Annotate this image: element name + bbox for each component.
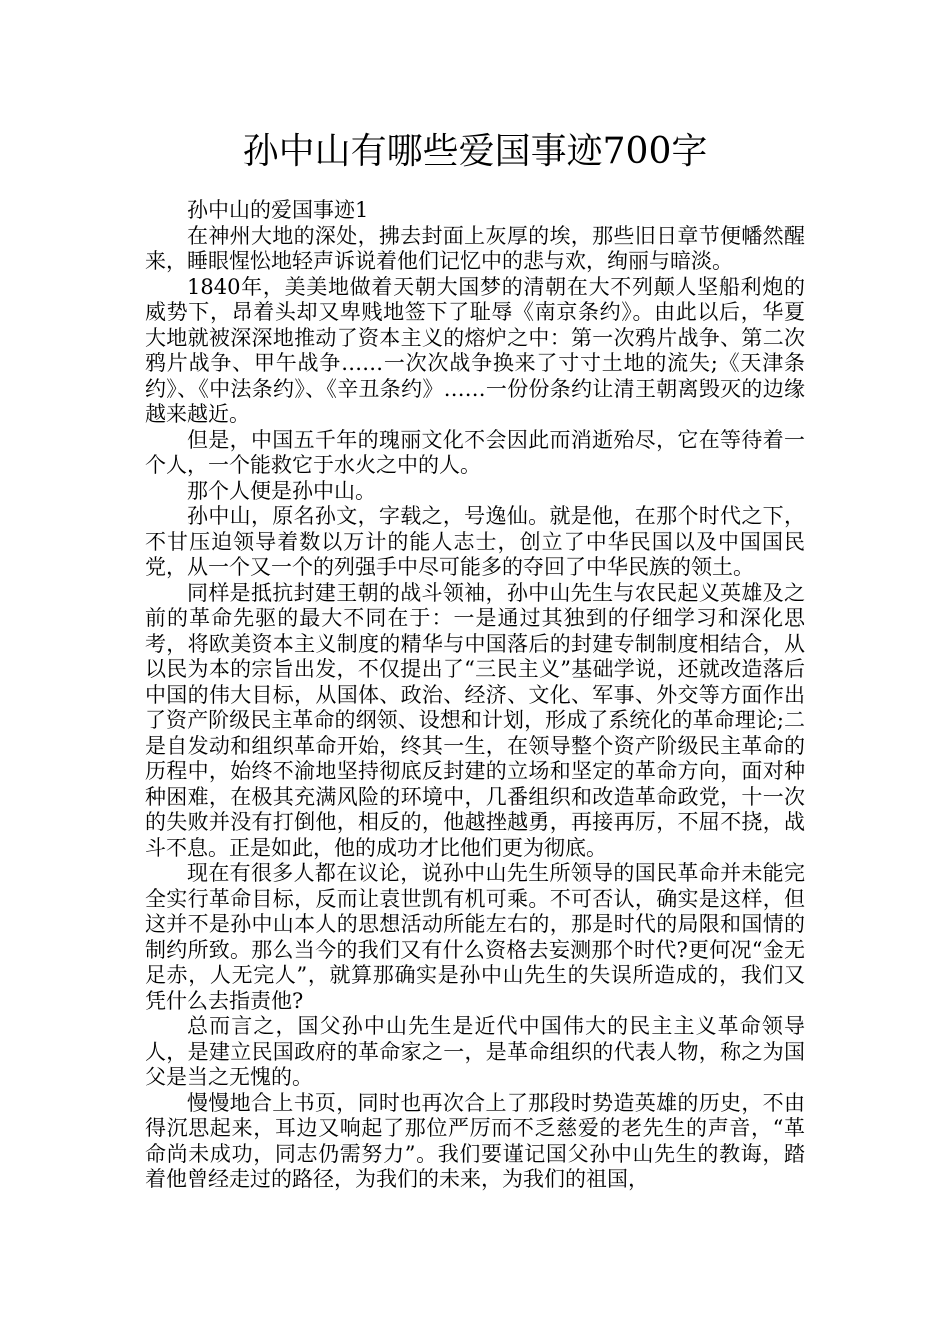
paragraph: 那个人便是孙中山。 [187, 478, 376, 503]
paragraph: 总而言之，国父孙中山先生是近代中国伟大的民主主义革命领导人，是建立民国政府的革命家之一，是革命组织的代表人物，称之为国父是当之无愧的。 [145, 1014, 805, 1089]
paragraph: 同样是抵抗封建王朝的战斗领袖，孙中山先生与农民起义英雄及之前的革命先驱的最大不同在于：一是通过其独到的仔细学习和深化思考，将欧美资本主义制度的精华与中国落后的封建专制制度相结合，从以民为本的宗旨出发，不仅提出了“三民主义”基础学说，还就改造落后中国的伟大目标，从国体、政治、经济、文化、军事、外交等方面作出了资产阶级民主革命的纲领、设想和计划，形成了系统化的革命理论;二是自发动和组织革命开始，终其一生，在领导整个资产阶级民主革命的历程中，始终不渝地坚持彻底反封建的立场和坚定的革命方向，面对种种困难，在极其充满风险的环境中，几番组织和改造革命政党，十一次的失败并没有打倒他，相反的，他越挫越勇，再接再厉，不屈不挠，战斗不息。正是如此，他的成功才比他们更为彻底。 [145, 580, 805, 860]
paragraph: 但是，中国五千年的瑰丽文化不会因此而消逝殆尽，它在等待着一个人，一个能救它于水火之中的人。 [145, 427, 805, 477]
paragraph-subtitle: 孙中山的爱国事迹1 [187, 198, 369, 222]
paragraph: 现在有很多人都在议论，说孙中山先生所领导的国民革命并未能完全实行革命目标，反而让袁世凯有机可乘。不可否认，确实是这样，但这并不是孙中山本人的思想活动所能左右的，那是时代的局限和国情的制约所致。那么当今的我们又有什么资格去妄测那个时代?更何况“金无足赤，人无完人”，就算那确实是孙中山先生的失误所造成的，我们又凭什么去指责他? [145, 861, 805, 1013]
document-title: 孙中山有哪些爱国事迹700字 [242, 131, 708, 172]
paragraph: 慢慢地合上书页，同时也再次合上了那段时势造英雄的历史，不由得沉思起来，耳边又响起了那位严厉而不乏慈爱的老先生的声音，“革命尚未成功，同志仍需努力”。我们要谨记国父孙中山先生的教诲，踏着他曾经走过的路径，为我们的未来，为我们的祖国， [145, 1090, 805, 1191]
paragraph: 1840年，美美地做着天朝大国梦的清朝在大不列颠人坚船利炮的威势下，昂着头却又卑贱地签下了耻辱《南京条约》。由此以后，华夏大地就被深深地推动了资本主义的熔炉之中：第一次鸦片战争、第二次鸦片战争、甲午战争……一次次战争换来了寸寸土地的流失;《天津条约》、《中法条约》、《辛丑条约》……一份份条约让清王朝离毁灭的边缘越来越近。 [145, 274, 805, 426]
document-body [145, 198, 805, 1193]
paragraph: 孙中山，原名孙文，字载之，号逸仙。就是他，在那个时代之下，不甘压迫领导着数以万计的能人志士，创立了中华民国以及中国国民党，从一个又一个的列强手中尽可能多的夺回了中华民族的领土。 [145, 504, 805, 579]
paragraph: 在神州大地的深处，拂去封面上灰厚的埃，那些旧日章节便幡然醒来，睡眼惺忪地轻声诉说着他们记忆中的悲与欢，绚丽与暗淡。 [145, 223, 805, 273]
